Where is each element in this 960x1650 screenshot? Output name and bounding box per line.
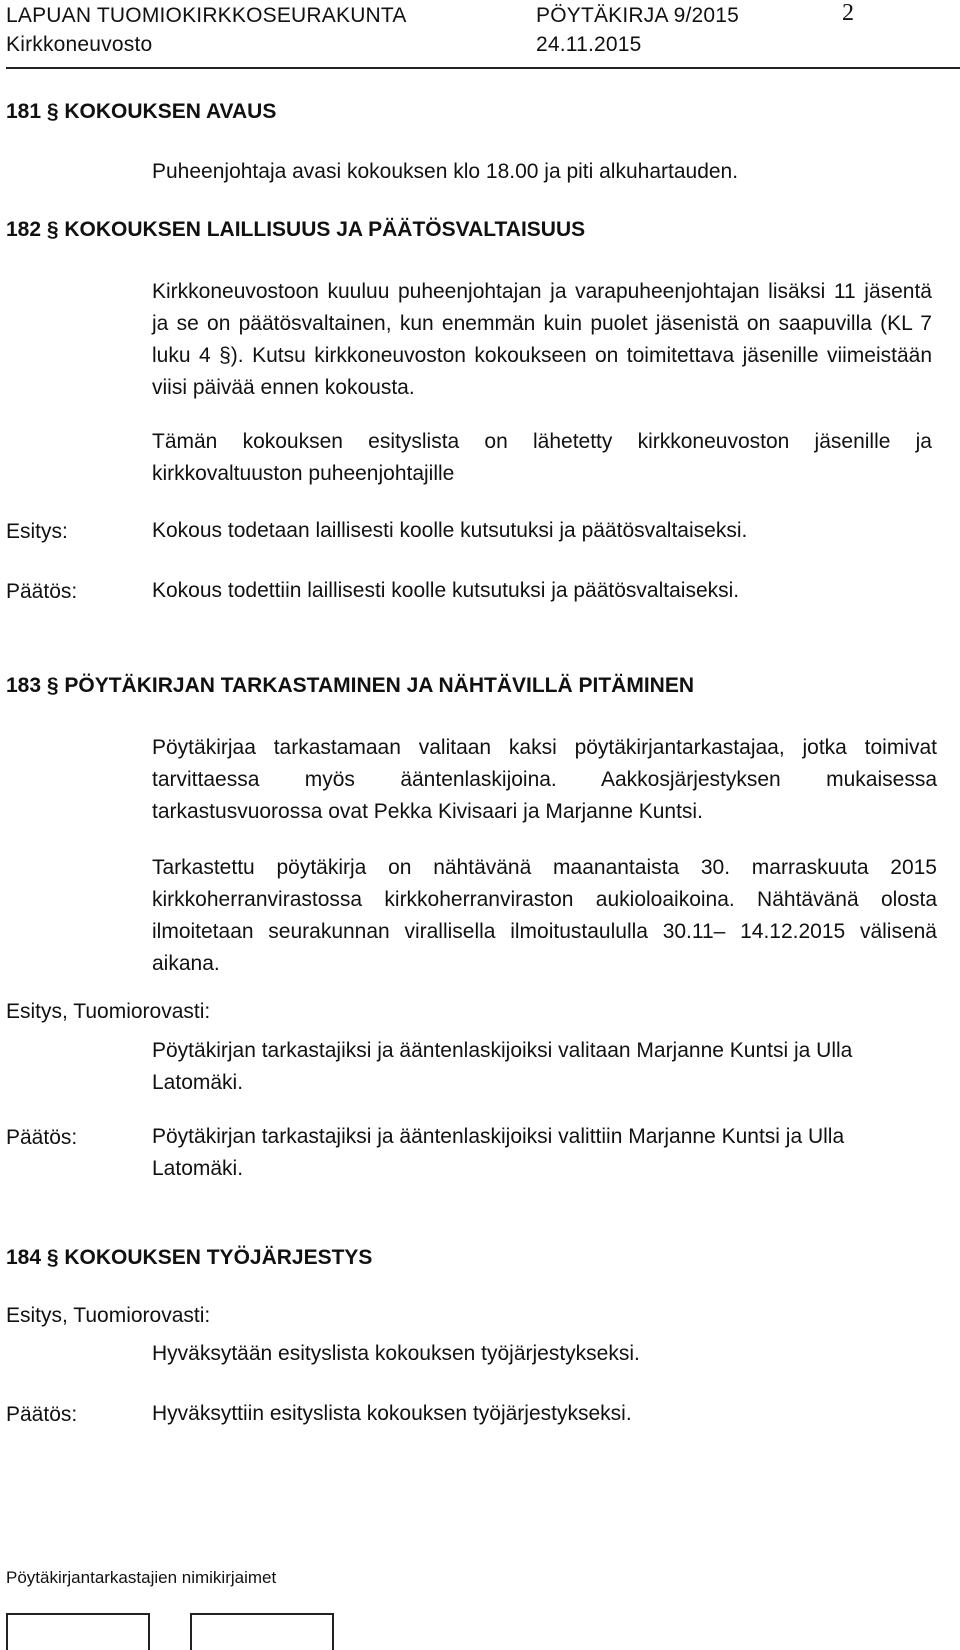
section-181-text: Puheenjohtaja avasi kokouksen klo 18.00 ja piti alkuhartauden. [152,160,739,183]
header-rule [6,67,960,69]
section-182-proposal: Kokous todetaan laillisesti koolle kutsutuksi ja päätösvaltaiseksi. [152,519,748,542]
section-184-proposal: Hyväksytään esityslista kokouksen työjärjestykseksi. [152,1342,640,1365]
header-body: Kirkkoneuvosto [6,33,153,56]
section-183-proposal-label: Esitys, Tuomiorovasti: [6,1000,211,1023]
section-184-proposal-label: Esitys, Tuomiorovasti: [6,1304,211,1327]
initials-box-2 [190,1613,334,1650]
initials-box-1 [6,1613,150,1650]
footer-initials-label: Pöytäkirjantarkastajien nimikirjaimet [6,1568,277,1587]
section-183-title: 183 § PÖYTÄKIRJAN TARKASTAMINEN JA NÄHTÄVILLÄ PITÄMINEN [6,674,694,697]
section-182-paragraph-2: Tämän kokouksen esityslista on lähetetty kirkkoneuvoston jäsenille ja kirkkovaltuuston puheenjohtajille [152,430,932,485]
section-182-decision-label: Päätös: [6,580,78,603]
section-182-decision: Kokous todettiin laillisesti koolle kutsutuksi ja päätösvaltaiseksi. [152,579,740,602]
header-organization: LAPUAN TUOMIOKIRKKOSEURAKUNTA [6,4,407,27]
page-number: 2 [842,0,854,26]
section-182-title: 182 § KOKOUKSEN LAILLISUUS JA PÄÄTÖSVALTAISUUS [6,218,586,241]
section-184-title: 184 § KOKOUKSEN TYÖJÄRJESTYS [6,1246,373,1269]
section-183-paragraph-2: Tarkastettu pöytäkirja on nähtävänä maanantaista 30. marraskuuta 2015 kirkkoherranvirastossa kirkkoherranviraston aukioloaikoina. Nähtävänä olosta ilmoitetaan seurakunnan virallisella ilmoitustaululla 30.11– 14.12.2015 välisenä aikana. [152,856,937,975]
section-182-proposal-label: Esitys: [6,520,68,543]
section-183-paragraph-1: Pöytäkirjaa tarkastamaan valitaan kaksi pöytäkirjantarkastajaa, jotka toimivat tarvittaessa myös ääntenlaskijoina. Aakkosjärjestyksen mukaisessa tarkastusvuorossa ovat Pekka Kivisaari ja Marjanne Kuntsi. [152,736,937,823]
section-184-decision-label: Päätös: [6,1403,78,1426]
section-183-decision: Pöytäkirjan tarkastajiksi ja ääntenlaskijoiksi valittiin Marjanne Kuntsi ja Ulla Latomäki. [152,1125,845,1180]
section-181-title: 181 § KOKOUKSEN AVAUS [6,100,277,123]
section-183-decision-label: Päätös: [6,1126,78,1149]
section-182-paragraph-1: Kirkkoneuvostoon kuuluu puheenjohtajan ja varapuheenjohtajan lisäksi 11 jäsentä ja se on päätösvaltainen, kun enemmän kuin puolet jäsenistä on saapuvilla (KL 7 luku 4 §). Kutsu kirkkoneuvoston kokoukseen on toimitettava jäsenille viimeistään viisi päivää ennen kokousta. [152,280,932,399]
section-184-decision: Hyväksyttiin esityslista kokouksen työjärjestykseksi. [152,1402,632,1425]
header-document-number: PÖYTÄKIRJA 9/2015 [536,4,740,27]
section-183-proposal: Pöytäkirjan tarkastajiksi ja ääntenlaskijoiksi valitaan Marjanne Kuntsi ja Ulla Latomäki. [152,1039,853,1094]
header-date: 24.11.2015 [536,33,642,56]
